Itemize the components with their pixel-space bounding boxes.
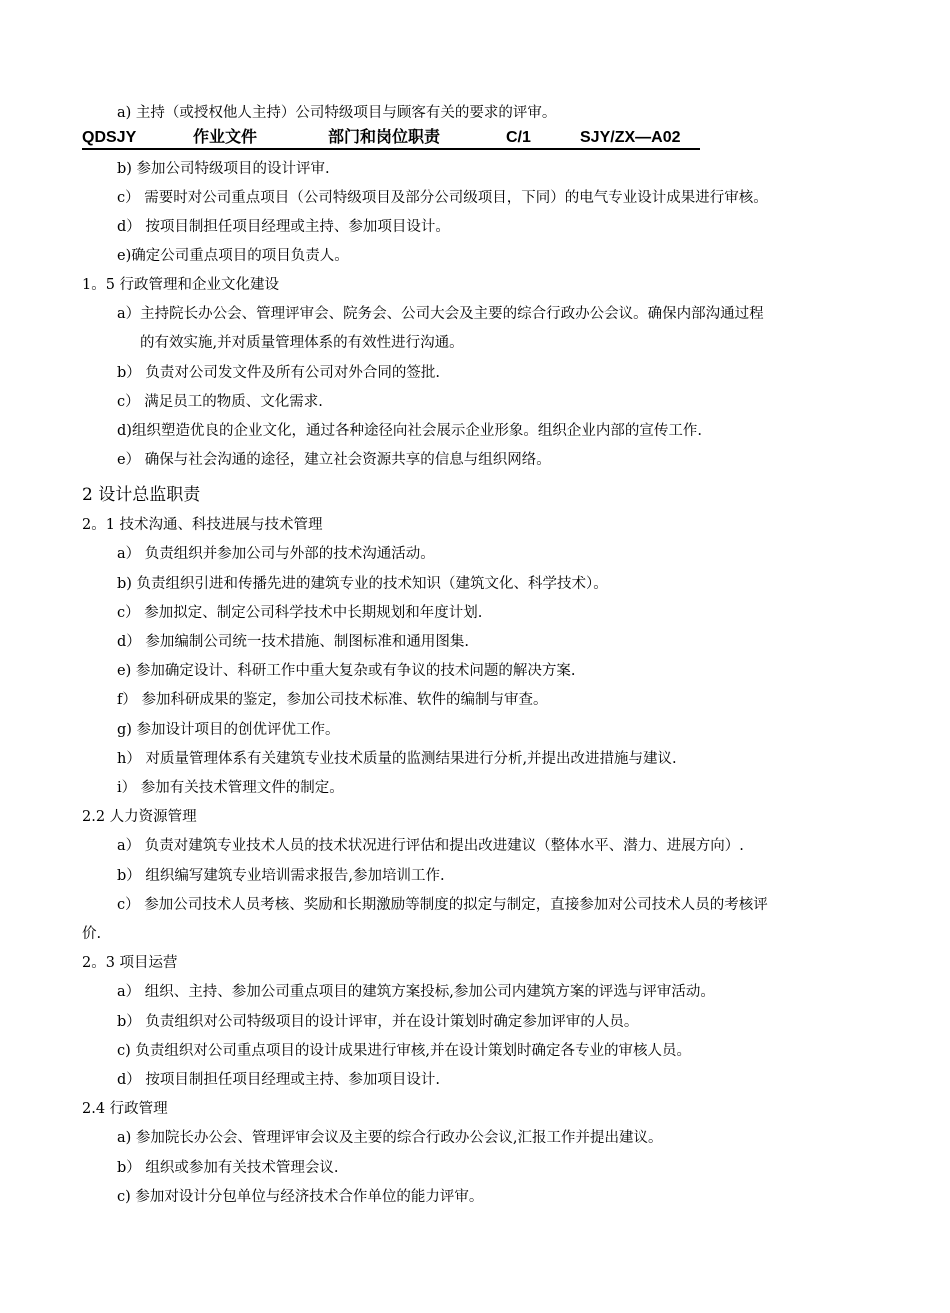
text-line: c) 参加对设计分包单位与经济技术合作单位的能力评审。 <box>117 1189 484 1205</box>
text-line: a) 主持（或授权他人主持）公司特级项目与顾客有关的要求的评审。 <box>117 105 557 121</box>
text-line: a）主持院长办公会、管理评审会、院务会、公司大会及主要的综合行政办公会议。确保内部沟通过程 <box>117 306 764 322</box>
text-line: d） 按项目制担任项目经理或主持、参加项目设计。 <box>117 219 450 235</box>
text-line: b） 组织编写建筑专业培训需求报告,参加培训工作. <box>117 868 445 884</box>
header-version: C/1 <box>506 129 531 146</box>
text-line: c） 参加公司技术人员考核、奖励和长期激励等制度的拟定与制定，直接参加对公司技术人员的考核评 <box>117 897 768 913</box>
text-line: e） 确保与社会沟通的途径，建立社会资源共享的信息与组织网络。 <box>117 452 551 468</box>
section-heading: 2。1 技术沟通、科技进展与技术管理 <box>82 517 323 533</box>
text-line: g) 参加设计项目的创优评优工作。 <box>117 722 340 738</box>
document-header <box>82 128 700 150</box>
section-heading: 2。3 项目运营 <box>82 955 178 971</box>
text-line: b) 参加公司特级项目的设计评审. <box>117 161 330 177</box>
text-line: c） 需要时对公司重点项目（公司特级项目及部分公司级项目，下同）的电气专业设计成果进行审核。 <box>117 190 768 206</box>
text-line: e)确定公司重点项目的项目负责人。 <box>117 248 349 264</box>
text-line: b) 负责组织引进和传播先进的建筑专业的技术知识（建筑文化、科学技术）。 <box>117 576 608 592</box>
section-heading: 2.4 行政管理 <box>82 1101 168 1117</box>
text-line: h） 对质量管理体系有关建筑专业技术质量的监测结果进行分析,并提出改进措施与建议. <box>117 751 677 767</box>
text-line: a） 负责对建筑专业技术人员的技术状况进行评估和提出改进建议（整体水平、潜力、进展方向）. <box>117 838 744 854</box>
text-line: c） 满足员工的物质、文化需求. <box>117 394 323 410</box>
text-line: i） 参加有关技术管理文件的制定。 <box>117 780 344 796</box>
text-line: d） 按项目制担任项目经理或主持、参加项目设计. <box>117 1072 440 1088</box>
text-line: b） 组织或参加有关技术管理会议. <box>117 1160 339 1176</box>
header-doc-no: SJY/ZX—A02 <box>580 129 681 146</box>
chapter-heading: 2 设计总监职责 <box>82 485 201 505</box>
text-line: 价. <box>82 926 102 942</box>
text-line: e) 参加确定设计、科研工作中重大复杂或有争议的技术问题的解决方案. <box>117 663 576 679</box>
text-line: b） 负责组织对公司特级项目的设计评审，并在设计策划时确定参加评审的人员。 <box>117 1014 639 1030</box>
text-line: a） 组织、主持、参加公司重点项目的建筑方案投标,参加公司内建筑方案的评选与评审活动。 <box>117 984 715 1000</box>
header-code: QDSJY <box>82 129 137 146</box>
text-line: a) 参加院长办公会、管理评审会议及主要的综合行政办公会议,汇报工作并提出建议。 <box>117 1130 663 1146</box>
section-heading: 1。5 行政管理和企业文化建设 <box>82 277 280 293</box>
header-title: 部门和岗位职责 <box>328 129 441 146</box>
text-line: 的有效实施,并对质量管理体系的有效性进行沟通。 <box>140 335 464 351</box>
section-heading: 2.2 人力资源管理 <box>82 809 197 825</box>
text-line: a） 负责组织并参加公司与外部的技术沟通活动。 <box>117 546 435 562</box>
text-line: b） 负责对公司发文件及所有公司对外合同的签批. <box>117 365 440 381</box>
text-line: c) 负责组织对公司重点项目的设计成果进行审核,并在设计策划时确定各专业的审核人员。 <box>117 1043 691 1059</box>
text-line: d） 参加编制公司统一技术措施、制图标准和通用图集. <box>117 634 469 650</box>
text-line: d)组织塑造优良的企业文化，通过各种途径向社会展示企业形象。组织企业内部的宣传工作. <box>117 423 703 439</box>
text-line: f） 参加科研成果的鉴定，参加公司技术标准、软件的编制与审查。 <box>117 692 548 708</box>
text-line: c） 参加拟定、制定公司科学技术中长期规划和年度计划. <box>117 605 483 621</box>
header-doc-type: 作业文件 <box>193 129 258 146</box>
